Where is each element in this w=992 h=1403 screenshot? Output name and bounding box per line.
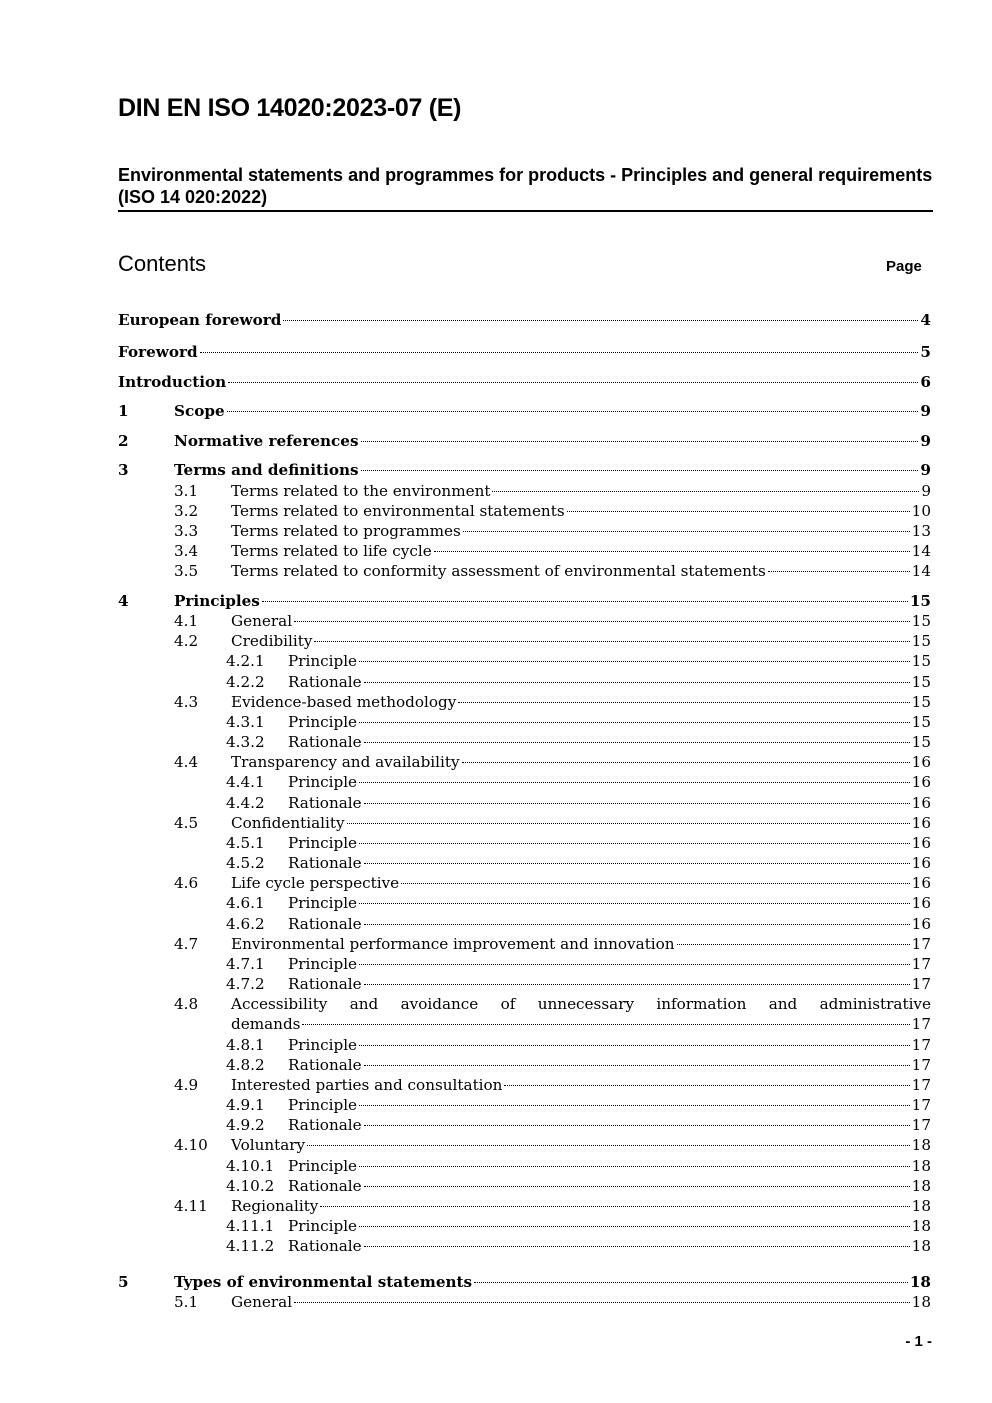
toc-entry-number: 4.11.2: [226, 1237, 275, 1255]
toc-dot-leader: [364, 1065, 910, 1066]
toc-entry-title: Rationale: [288, 1056, 362, 1074]
toc-dot-leader: [359, 903, 910, 904]
toc-entry-page: 4: [920, 311, 931, 329]
toc-entry-number: 3.5: [174, 562, 199, 580]
toc-entry-title: Rationale: [288, 794, 362, 812]
toc-entry-number: 4.6.1: [226, 894, 265, 912]
document-subtitle: Environmental statements and programmes for products - Principles and general requirements (ISO 14 020:2022): [118, 165, 933, 207]
toc-entry-title: Principle: [288, 955, 358, 973]
toc-entry-page: 18: [911, 1136, 931, 1154]
toc-entry-title: Rationale: [288, 1116, 362, 1134]
toc-entry-page: 15: [911, 713, 931, 731]
toc-dot-leader: [567, 511, 910, 512]
toc-entry-title: Principle: [288, 894, 358, 912]
toc-entry-number: 3: [118, 461, 129, 479]
toc-entry-title: Foreword: [118, 343, 198, 361]
toc-entry-page: 16: [911, 753, 931, 771]
toc-entry-title: Principle: [288, 1096, 358, 1114]
toc-dot-leader: [359, 1166, 910, 1167]
toc-entry-title: Interested parties and consultation: [231, 1076, 503, 1094]
toc-entry-title: Terms and definitions: [174, 461, 359, 479]
document-title: DIN EN ISO 14020:2023-07 (E): [118, 94, 462, 122]
toc-entry-title: Regionality: [231, 1197, 319, 1215]
toc-entry-title: Credibility: [231, 632, 313, 650]
toc-entry-number: 4.9: [174, 1076, 199, 1094]
toc-entry-number: 4.5: [174, 814, 199, 832]
toc-entry-page: 15: [911, 673, 931, 691]
toc-entry-page: 17: [911, 975, 931, 993]
toc-dot-leader: [359, 782, 910, 783]
toc-dot-leader: [359, 964, 910, 965]
toc-entry-title: Life cycle perspective: [231, 874, 400, 892]
toc-entry-number: 4.11: [174, 1197, 208, 1215]
toc-entry-number: 4.2.1: [226, 652, 265, 670]
toc-entry-title: Normative references: [174, 432, 359, 450]
toc-dot-leader: [462, 762, 910, 763]
toc-dot-leader: [364, 742, 910, 743]
toc-entry-number: 4.11.1: [226, 1217, 275, 1235]
toc-entry-title: demands: [231, 1015, 301, 1033]
toc-dot-leader: [677, 944, 910, 945]
toc-entry-page: 18: [911, 1197, 931, 1215]
toc-entry-page: 18: [911, 1217, 931, 1235]
toc-entry-number: 4.7.2: [226, 975, 265, 993]
toc-entry-title: Terms related to the environment: [231, 482, 491, 500]
toc-entry-page: 9: [920, 402, 931, 420]
toc-entry-page: 17: [911, 1096, 931, 1114]
toc-dot-leader: [307, 1145, 910, 1146]
toc-dot-leader: [401, 883, 910, 884]
toc-dot-leader: [320, 1206, 909, 1207]
toc-dot-leader: [768, 571, 910, 572]
toc-entry-number: 1: [118, 402, 129, 420]
toc-entry-number: 3.4: [174, 542, 199, 560]
toc-entry-title: Confidentiality: [231, 814, 345, 832]
toc-entry-number: 4.5.1: [226, 834, 265, 852]
page-column-heading: Page: [886, 258, 922, 275]
toc-entry-number: 4.4.2: [226, 794, 265, 812]
toc-dot-leader: [294, 621, 910, 622]
toc-entry-number: 3.2: [174, 502, 199, 520]
toc-entry-page: 10: [911, 502, 931, 520]
toc-entry-page: 15: [911, 652, 931, 670]
toc-entry-number: 4.7.1: [226, 955, 265, 973]
toc-entry-page: 17: [911, 955, 931, 973]
toc-entry-page: 17: [911, 1036, 931, 1054]
toc-dot-leader: [364, 1186, 910, 1187]
toc-entry-title: Principle: [288, 1217, 358, 1235]
toc-entry-page: 16: [911, 814, 931, 832]
toc-entry-page: 18: [911, 1237, 931, 1255]
contents-heading: Contents: [118, 251, 207, 276]
toc-entry-page: 18: [911, 1177, 931, 1195]
toc-dot-leader: [361, 441, 919, 442]
toc-entry-title: Rationale: [288, 854, 362, 872]
toc-dot-leader: [294, 1302, 910, 1303]
toc-entry-title: Voluntary: [231, 1136, 306, 1154]
toc-entry-title: Rationale: [288, 733, 362, 751]
toc-entry-number: 3.3: [174, 522, 199, 540]
toc-entry-page: 16: [911, 874, 931, 892]
toc-entry-number: 4.4.1: [226, 773, 265, 791]
toc-entry-page: 15: [911, 632, 931, 650]
toc-entry-title: Terms related to environmental statements: [231, 502, 565, 520]
toc-entry-title: Principle: [288, 1157, 358, 1175]
toc-entry-number: 4.9.2: [226, 1116, 265, 1134]
toc-entry-page: 9: [920, 461, 931, 479]
toc-entry-title: Rationale: [288, 975, 362, 993]
toc-entry-page: 15: [911, 693, 931, 711]
toc-dot-leader: [364, 984, 910, 985]
toc-entry-title: Principles: [174, 592, 260, 610]
toc-entry-page: 15: [911, 733, 931, 751]
toc-entry-title-line1: Accessibility and avoidance of unnecessary information and administrative: [231, 995, 931, 1013]
toc-entry-number: 4.4: [174, 753, 199, 771]
toc-entry-title: General: [231, 1293, 293, 1311]
toc-entry-page: 18: [911, 1293, 931, 1311]
toc-dot-leader: [434, 551, 910, 552]
toc-entry-title: Rationale: [288, 1177, 362, 1195]
toc-entry-page: 18: [909, 1273, 931, 1291]
toc-entry-number: 4.1: [174, 612, 199, 630]
toc-dot-leader: [314, 641, 909, 642]
toc-entry-number: 4.2: [174, 632, 199, 650]
toc-entry-number: 4.3.1: [226, 713, 265, 731]
toc-entry-page: 16: [911, 773, 931, 791]
toc-entry-title: Introduction: [118, 373, 227, 391]
toc-dot-leader: [364, 682, 910, 683]
toc-entry-page: 6: [920, 373, 931, 391]
toc-entry-page: 17: [911, 1116, 931, 1134]
toc-entry-number: 4.6.2: [226, 915, 265, 933]
toc-entry-number: 4.7: [174, 935, 199, 953]
toc-entry-title: Principle: [288, 773, 358, 791]
toc-entry-page: 15: [909, 592, 931, 610]
toc-entry-page: 17: [911, 1056, 931, 1074]
toc-entry-number: 4.8.2: [226, 1056, 265, 1074]
toc-entry-page: 14: [911, 562, 931, 580]
toc-entry-page: 16: [911, 834, 931, 852]
toc-dot-leader: [359, 1226, 910, 1227]
toc-entry-title: Terms related to conformity assessment of environmental statements: [231, 562, 766, 580]
toc-dot-leader: [262, 601, 908, 602]
toc-entry-page: 9: [920, 432, 931, 450]
toc-entry-title: Transparency and availability: [231, 753, 460, 771]
toc-dot-leader: [359, 661, 910, 662]
toc-dot-leader: [200, 352, 919, 353]
toc-entry-page: 15: [911, 612, 931, 630]
toc-entry-page: 5: [920, 343, 931, 361]
toc-entry-title: Environmental performance improvement and innovation: [231, 935, 675, 953]
toc-entry-page: 17: [911, 935, 931, 953]
toc-dot-leader: [361, 470, 919, 471]
toc-dot-leader: [364, 863, 910, 864]
toc-dot-leader: [364, 1125, 910, 1126]
toc-dot-leader: [359, 722, 910, 723]
toc-entry-title: Rationale: [288, 673, 362, 691]
toc-entry-title: Principle: [288, 834, 358, 852]
toc-entry-page: 16: [911, 915, 931, 933]
toc-entry-number: 4.6: [174, 874, 199, 892]
toc-entry-number: 4.2.2: [226, 673, 265, 691]
toc-dot-leader: [359, 1105, 910, 1106]
toc-entry-title: Types of environmental statements: [174, 1273, 473, 1291]
toc-dot-leader: [504, 1085, 909, 1086]
toc-entry-title: Rationale: [288, 915, 362, 933]
toc-dot-leader: [364, 924, 910, 925]
toc-dot-leader: [364, 803, 910, 804]
toc-entry-number: 4.8: [174, 995, 199, 1013]
toc-entry-title: Rationale: [288, 1237, 362, 1255]
toc-entry-page: 16: [911, 894, 931, 912]
toc-entry-number: 4.10.1: [226, 1157, 275, 1175]
toc-entry-number: 2: [118, 432, 129, 450]
toc-entry-number: 5.1: [174, 1293, 199, 1311]
toc-dot-leader: [347, 823, 910, 824]
toc-entry-title: Terms related to programmes: [231, 522, 461, 540]
title-divider: [118, 210, 933, 212]
toc-entry-number: 4.3.2: [226, 733, 265, 751]
toc-entry-title: Evidence-based methodology: [231, 693, 457, 711]
toc-dot-leader: [364, 1246, 910, 1247]
toc-entry-page: 9: [921, 482, 931, 500]
toc-entry-page: 17: [911, 1015, 931, 1033]
toc-entry-number: 4.10.2: [226, 1177, 275, 1195]
toc-entry-title: Principle: [288, 713, 358, 731]
toc-entry-page: 14: [911, 542, 931, 560]
toc-entry-title: General: [231, 612, 293, 630]
toc-entry-number: 4.10: [174, 1136, 208, 1154]
toc-dot-leader: [359, 843, 910, 844]
toc-entry-number: 4: [118, 592, 129, 610]
toc-entry-title: European foreword: [118, 311, 282, 329]
toc-dot-leader: [474, 1282, 908, 1283]
toc-entry-title: Principle: [288, 1036, 358, 1054]
toc-dot-leader: [302, 1024, 909, 1025]
toc-dot-leader: [359, 1045, 910, 1046]
toc-dot-leader: [228, 382, 918, 383]
page-number: - 1 -: [905, 1333, 932, 1350]
toc-entry-number: 4.8.1: [226, 1036, 265, 1054]
toc-entry-page: 13: [911, 522, 931, 540]
toc-entry-number: 3.1: [174, 482, 199, 500]
toc-dot-leader: [463, 531, 910, 532]
toc-entry-number: 4.5.2: [226, 854, 265, 872]
toc-entry-number: 4.3: [174, 693, 199, 711]
toc-entry-title: Scope: [174, 402, 225, 420]
toc-entry-page: 16: [911, 794, 931, 812]
toc-dot-leader: [227, 411, 919, 412]
toc-dot-leader: [283, 320, 918, 321]
toc-entry-title: Terms related to life cycle: [231, 542, 432, 560]
toc-entry-number: 5: [118, 1273, 129, 1291]
toc-dot-leader: [458, 702, 909, 703]
toc-entry-title: Principle: [288, 652, 358, 670]
toc-dot-leader: [492, 491, 919, 492]
toc-entry-page: 18: [911, 1157, 931, 1175]
toc-entry-number: 4.9.1: [226, 1096, 265, 1114]
toc-entry-page: 17: [911, 1076, 931, 1094]
toc-entry-page: 16: [911, 854, 931, 872]
